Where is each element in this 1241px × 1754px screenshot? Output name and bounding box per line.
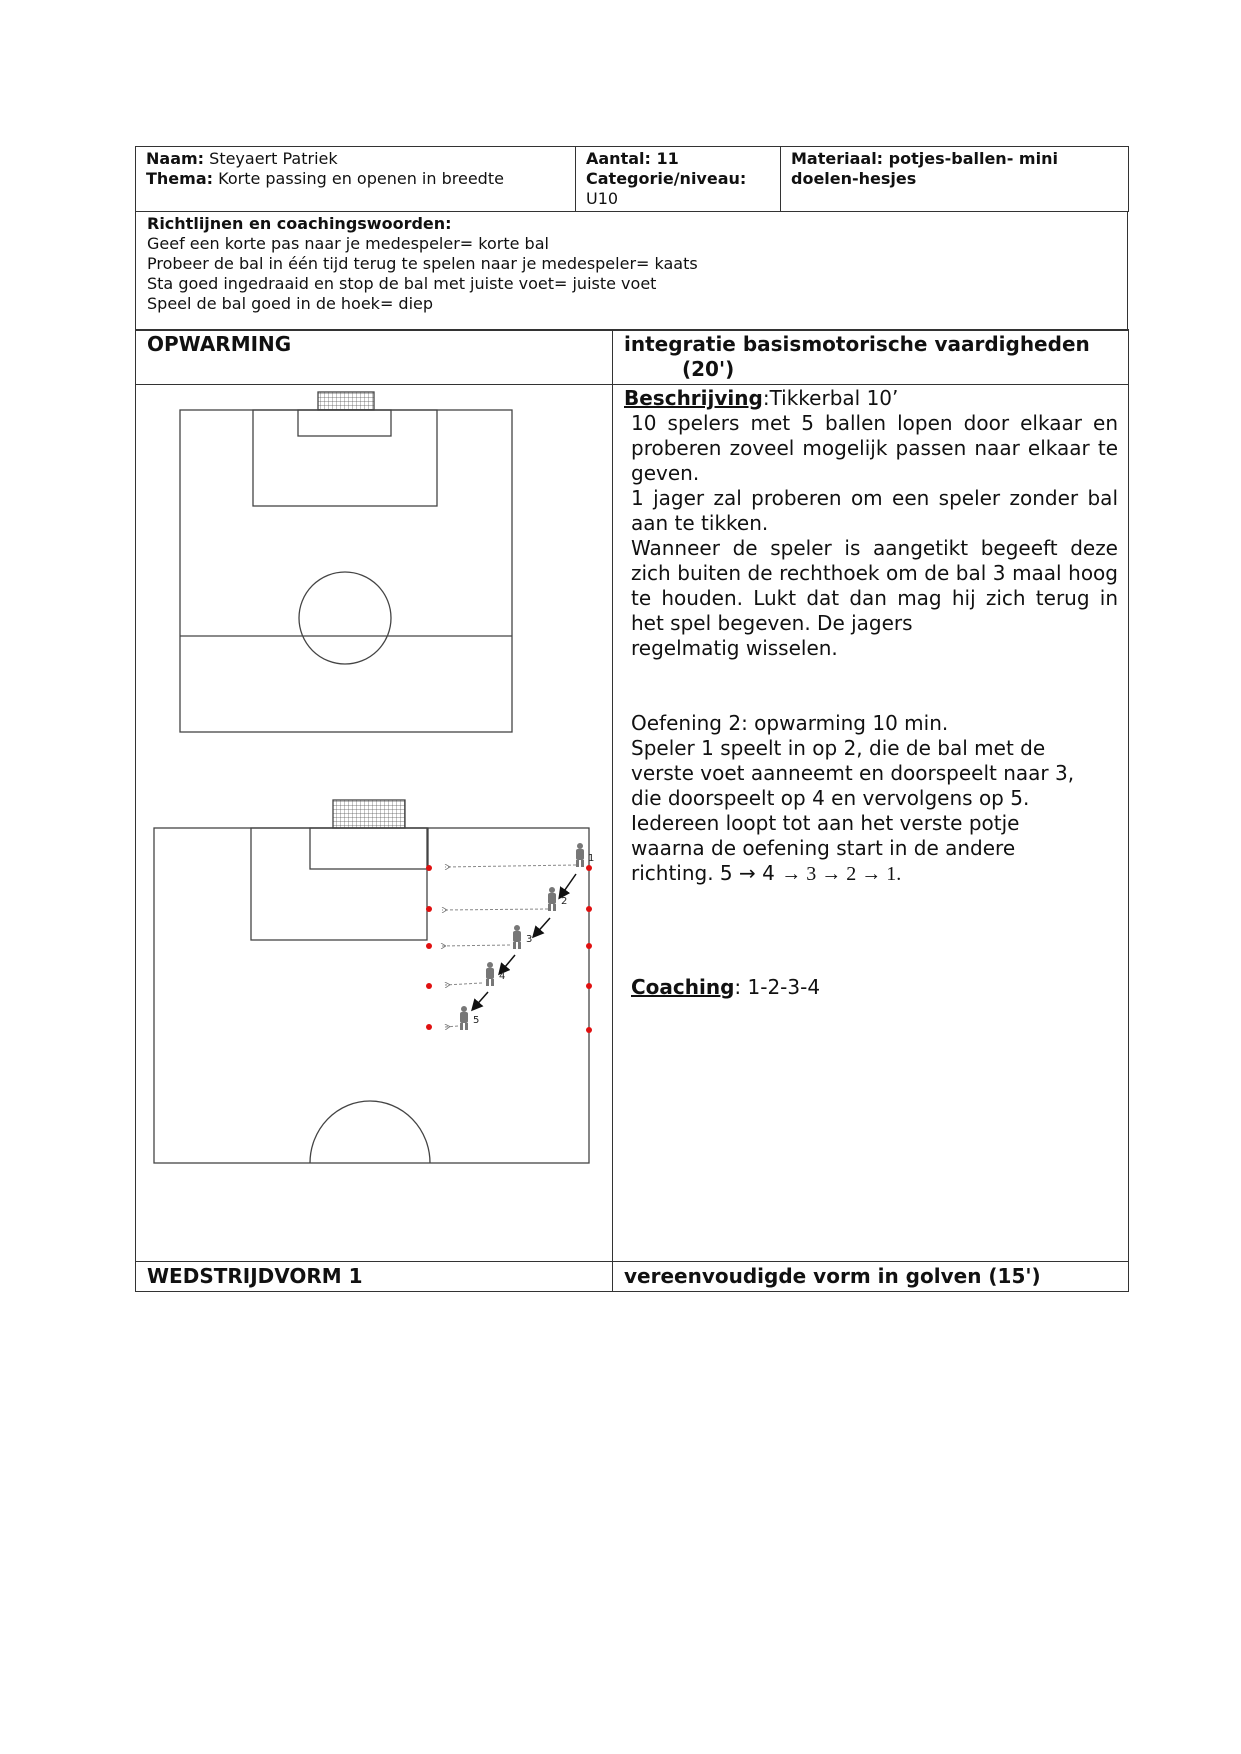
pitch-diagrams [136, 385, 612, 1257]
penalty-area [253, 410, 437, 506]
player-icon [513, 925, 521, 949]
player-number: 3 [526, 934, 533, 945]
exercise2-line: Oefening 2: opwarming 10 min. [631, 711, 949, 735]
guideline-line: Geef een korte pas naar je medespeler= korte bal [147, 233, 549, 253]
guideline-line: Sta goed ingedraaid en stop de bal met juiste voet= juiste voet [147, 273, 657, 293]
warmup-table [135, 329, 1129, 1292]
player-number: 2 [561, 896, 568, 907]
cone-icon [586, 865, 592, 871]
richting-line [624, 861, 1118, 887]
exercise2-line: waarna de oefening start in de andere [631, 836, 1016, 860]
exercise2-line: Speler 1 speelt in op 2, die de bal met de [631, 736, 1046, 760]
penalty-area [251, 828, 427, 940]
richting-suffix: → 3 → 2 → 1. [781, 863, 902, 885]
cone-icon [426, 983, 432, 989]
cone-icon [426, 1024, 432, 1030]
guideline-line: Probeer de bal in één tijd terug te spelen naar je medespeler= kaats [147, 253, 698, 273]
player-icon [486, 962, 494, 986]
cone-icon [426, 943, 432, 949]
guideline-line: Speel de bal goed in de hoek= diep [147, 293, 434, 313]
categorie-value: U10 [586, 189, 619, 208]
goal-area [298, 410, 391, 436]
warmup-subtitle-cell [613, 330, 1129, 385]
cone-icon [586, 983, 592, 989]
materiaal-label: Materiaal: potjes-ballen- mini doelen-hesjes [791, 149, 1058, 188]
coaching-value: : 1-2-3-4 [734, 975, 821, 999]
goal-net-icon [333, 800, 405, 828]
paragraph-2: 1 jager zal proberen om een speler zonder bal aan te tikken. [631, 486, 1118, 535]
goal-area [310, 828, 428, 869]
naam-label: Naam: [146, 149, 205, 168]
player-icon [460, 1006, 468, 1030]
player-number: 4 [499, 971, 506, 982]
guidelines-title: Richtlijnen en coachingswoorden: [147, 213, 452, 233]
match-title: WEDSTRIJDVORM 1 [147, 1264, 363, 1288]
richting-prefix: richting. 5 → 4 [631, 861, 782, 885]
player-number: 5 [473, 1015, 480, 1026]
run-arrows [473, 874, 576, 1009]
beschrijving-label: Beschrijving [624, 386, 763, 410]
match-title-cell [136, 1262, 613, 1292]
coaching-label: Coaching [631, 975, 735, 999]
cone-icon [586, 1027, 592, 1033]
aantal-categorie-cell [576, 147, 781, 212]
half-pitch-diagram [180, 392, 512, 732]
center-arc [310, 1101, 430, 1163]
pass-lines [441, 865, 576, 1027]
pitch-outline [180, 410, 512, 732]
cones [426, 865, 592, 1033]
cone-icon [426, 865, 432, 871]
description-cell [613, 385, 1129, 1262]
paragraph-3-end: regelmatig wisselen. [631, 636, 838, 660]
warmup-duration: (20') [682, 357, 735, 381]
paragraph-1: 10 spelers met 5 ballen lopen door elkaar en proberen zoveel mogelijk passen naar elkaar te geven. [631, 411, 1118, 485]
cone-icon [586, 943, 592, 949]
cone-icon [586, 906, 592, 912]
warmup-subtitle: integratie basismotorische vaardigheden [624, 332, 1090, 356]
player-numbers [473, 853, 594, 1026]
exercise-pitch-diagram [154, 800, 594, 1163]
session-sheet [135, 146, 1128, 1292]
player-number: 1 [588, 853, 595, 864]
categorie-label: Categorie/niveau: [586, 169, 747, 188]
player-icon [548, 887, 556, 911]
warmup-title-cell [136, 330, 613, 385]
beschrijving-value: :Tikkerbal 10’ [762, 386, 899, 410]
goal-net-icon [318, 392, 374, 410]
aantal-label: Aantal: 11 [586, 149, 679, 168]
match-subtitle-cell [613, 1262, 1129, 1292]
guidelines-cell [136, 211, 1128, 330]
pitch-outline [154, 828, 589, 1163]
thema-label: Thema: [146, 169, 214, 188]
guidelines-table [135, 211, 1128, 331]
exercise2-line: verste voet aanneemt en doorspeelt naar 3, [631, 761, 1075, 785]
match-subtitle: vereenvoudigde vorm in golven (15') [624, 1264, 1041, 1288]
header-table [135, 146, 1129, 212]
naam-thema-cell [136, 147, 576, 212]
paragraph-3: Wanneer de speler is aangetikt begeeft deze zich buiten de rechthoek om de bal 3 maal hoog te houden. Lukt dat dan mag hij zich terug in het spel begeven. De jagers [631, 536, 1118, 635]
center-circle [299, 572, 391, 664]
materiaal-cell [781, 147, 1129, 212]
thema-value: Korte passing en openen in breedte [218, 169, 504, 188]
cone-icon [426, 906, 432, 912]
warmup-title: OPWARMING [147, 332, 292, 356]
player-icon [576, 843, 584, 867]
diagram-cell [136, 385, 613, 1262]
exercise2-line: die doorspeelt op 4 en vervolgens op 5. [631, 786, 1030, 810]
naam-value: Steyaert Patriek [209, 149, 338, 168]
exercise2-line: Iedereen loopt tot aan het verste potje [631, 811, 1020, 835]
